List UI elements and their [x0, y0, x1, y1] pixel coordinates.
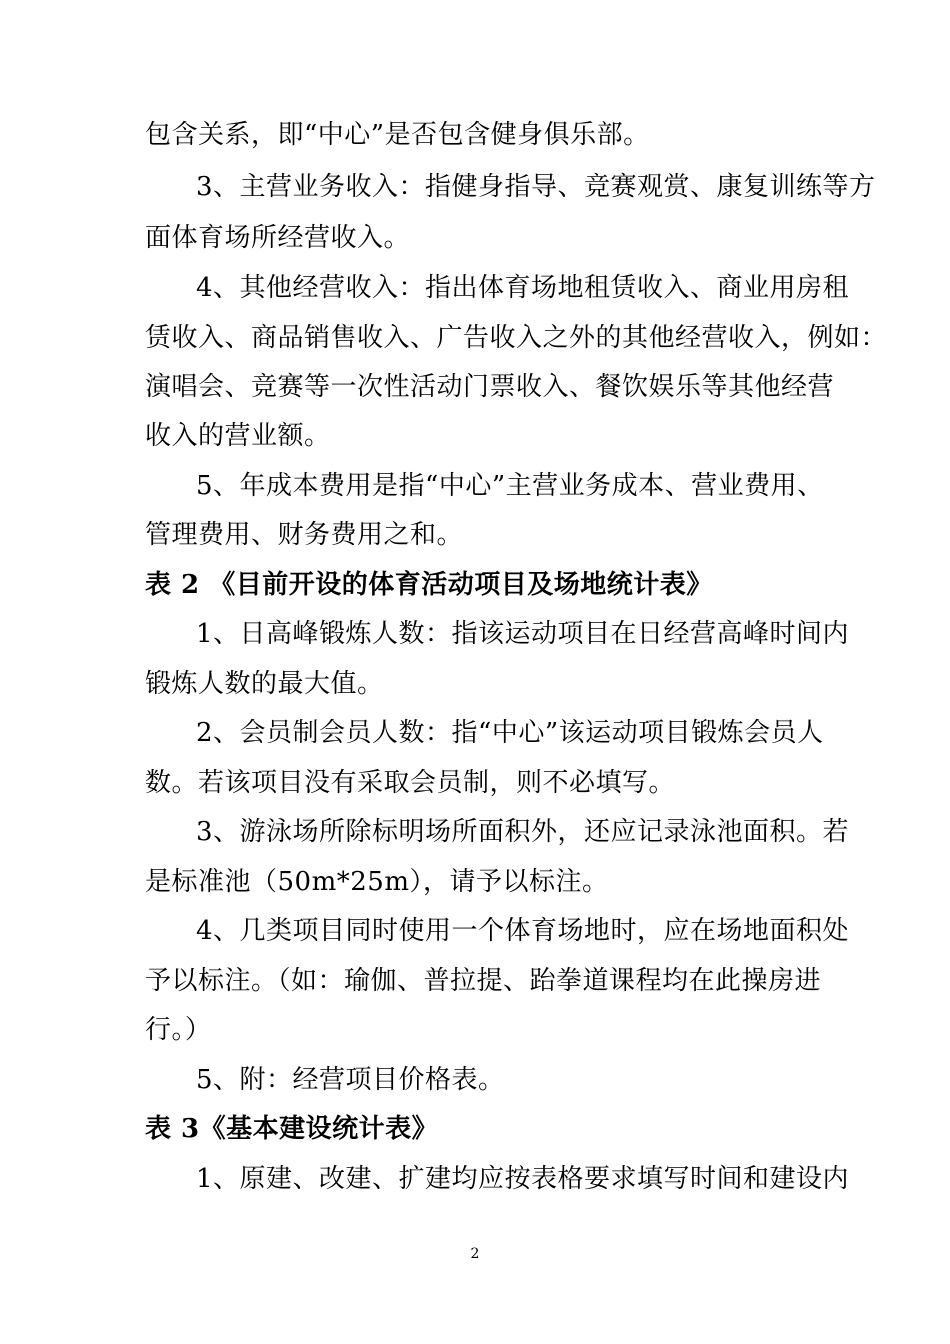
section-heading: 表 3《基本建设统计表》 [145, 1114, 439, 1144]
text-line: 1、原建、改建、扩建均应按表格要求填写时间和建设内 [196, 1164, 850, 1194]
text-line: 予以标注。（如：瑜伽、普拉提、跆拳道课程均在此操房进 [145, 966, 822, 996]
text-line: 4、其他经营收入：指出体育场地租赁收入、商业用房租 [196, 273, 850, 303]
text-line: 5、年成本费用是指“中心”主营业务成本、营业费用、 [196, 471, 824, 501]
text-line: 收入的营业额。 [145, 421, 331, 451]
text-line: 3、主营业务收入：指健身指导、竞赛观赏、康复训练等方 [196, 172, 876, 202]
text-line: 3、游泳场所除标明场所面积外，还应记录泳池面积。若 [196, 817, 850, 847]
text-line: 是标准池（50m*25m），请予以标注。 [145, 867, 609, 897]
text-line: 5、附：经营项目价格表。 [196, 1065, 505, 1095]
text-line: 包含关系，即“中心”是否包含健身俱乐部。 [145, 120, 650, 150]
text-line: 锻炼人数的最大值。 [145, 669, 384, 699]
section-heading: 表 2 《目前开设的体育活动项目及场地统计表》 [145, 570, 713, 600]
text-line: 面体育场所经营收入。 [145, 223, 411, 253]
text-line: 1、日高峰锻炼人数：指该运动项目在日经营高峰时间内 [196, 619, 850, 649]
text-line: 4、几类项目同时使用一个体育场地时，应在场地面积处 [196, 916, 850, 946]
page-number: 2 [470, 1246, 480, 1262]
text-line: 行。） [145, 1015, 212, 1045]
text-line: 赁收入、商品销售收入、广告收入之外的其他经营收入，例如： [145, 323, 888, 353]
text-line: 数。若该项目没有采取会员制，则不必填写。 [145, 768, 676, 798]
text-line: 演唱会、竞赛等一次性活动门票收入、餐饮娱乐等其他经营 [145, 372, 835, 402]
text-line: 管理费用、财务费用之和。 [145, 520, 464, 550]
text-line: 2、会员制会员人数：指“中心”该运动项目锻炼会员人 [196, 718, 824, 748]
